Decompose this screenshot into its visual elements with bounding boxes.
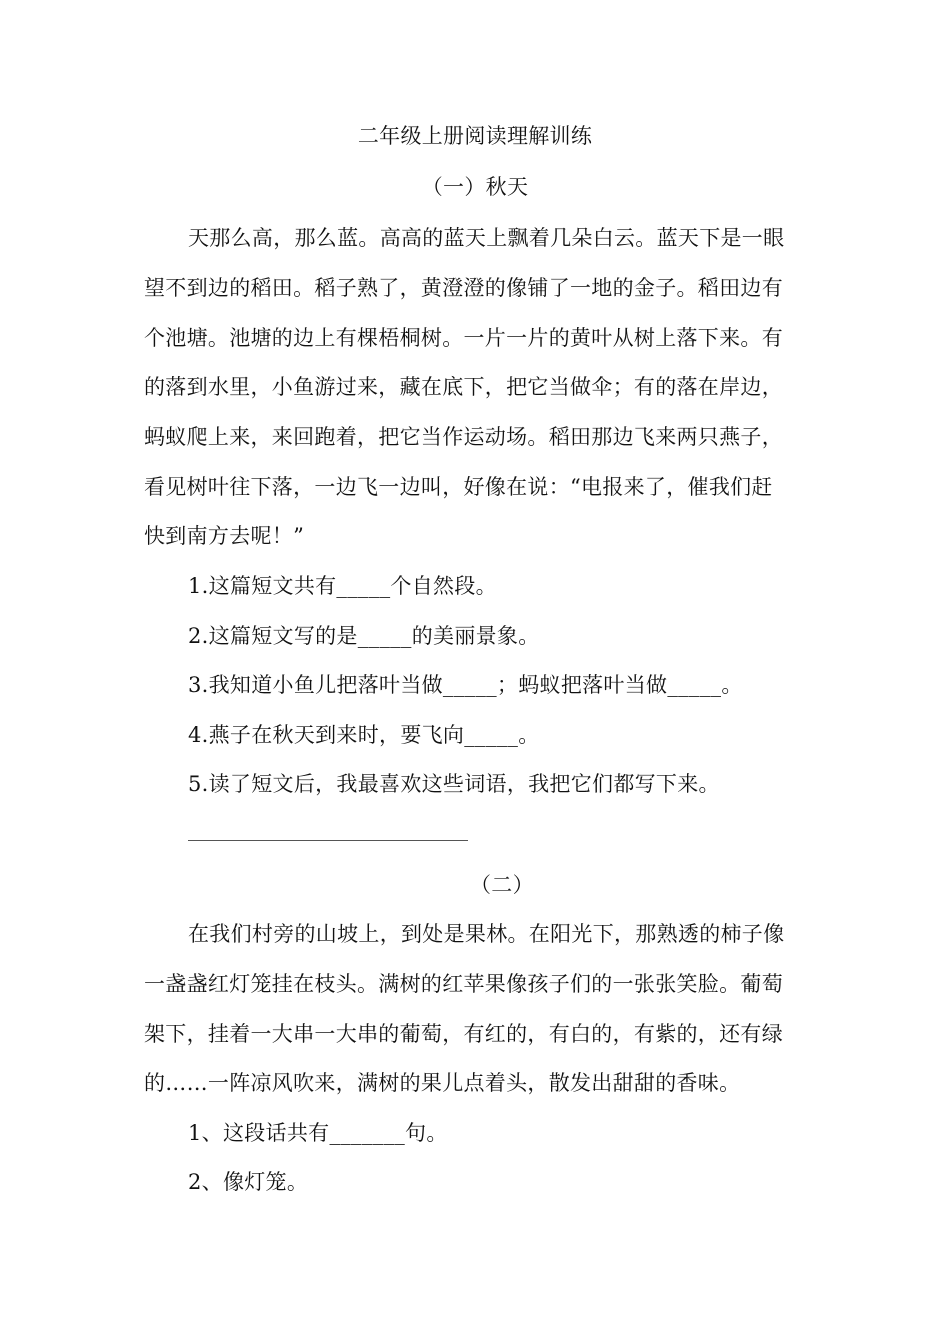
section1-question: 3.我知道小鱼儿把落叶当做_____；蚂蚁把落叶当做_____。 xyxy=(188,673,743,697)
section1-passage-line: 蚂蚁爬上来，来回跑着，把它当作运动场。稻田那边飞来两只燕子， xyxy=(144,425,783,449)
section2-passage-line: 的……一阵凉风吹来，满树的果儿点着头，散发出甜甜的香味。 xyxy=(144,1071,741,1095)
section2-passage-line: 架下，挂着一大串一大串的葡萄，有红的，有白的，有紫的，还有绿 xyxy=(144,1022,783,1046)
section1-passage-line: 天那么高，那么蓝。高高的蓝天上飘着几朵白云。蓝天下是一眼 xyxy=(188,226,785,250)
section1-passage-line: 望不到边的稻田。稻子熟了，黄澄澄的像铺了一地的金子。稻田边有 xyxy=(144,276,783,300)
section1-question: 5.读了短文后，我最喜欢这些词语，我把它们都写下来。 xyxy=(188,772,720,796)
section1-passage-line: 个池塘。池塘的边上有棵梧桐树。一片一片的黄叶从树上落下来。有 xyxy=(144,326,783,350)
section1-question: 2.这篇短文写的是_____的美丽景象。 xyxy=(188,624,540,648)
section1-passage-line: 快到南方去呢！” xyxy=(144,524,305,548)
section1-question: 1.这篇短文共有_____个自然段。 xyxy=(188,574,497,598)
section1-passage-line: 的落到水里，小鱼游过来，藏在底下，把它当做伞；有的落在岸边， xyxy=(144,375,783,399)
section2-passage-line: 在我们村旁的山坡上，到处是果林。在阳光下，那熟透的柿子像 xyxy=(188,922,785,946)
section1-question: 4.燕子在秋天到来时，要飞向_____。 xyxy=(188,723,540,747)
section2-passage-line: 一盏盏红灯笼挂在枝头。满树的红苹果像孩子们的一张张笑脸。葡萄 xyxy=(144,972,783,996)
section1-heading: （一）秋天 xyxy=(421,175,529,199)
answer-rule xyxy=(188,840,468,841)
section2-question: 2、像灯笼。 xyxy=(188,1170,309,1194)
section1-passage-line: 看见树叶往下落，一边飞一边叫，好像在说：“电报来了，催我们赶 xyxy=(144,475,773,499)
section2-heading: （二） xyxy=(470,873,534,897)
section2-question: 1、这段话共有_______句。 xyxy=(188,1121,448,1145)
document-title: 二年级上册阅读理解训练 xyxy=(357,124,593,148)
